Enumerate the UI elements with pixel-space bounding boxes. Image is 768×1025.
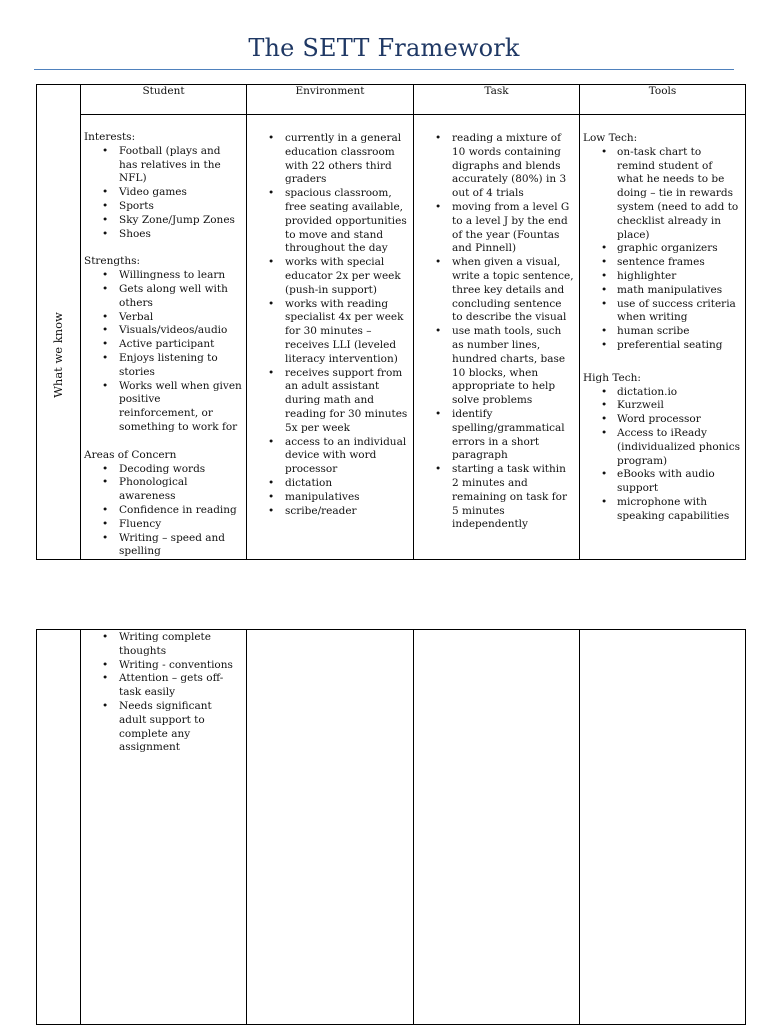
environment-cell	[247, 115, 414, 560]
document-title: The SETT Framework	[248, 34, 520, 62]
low-tech-label: Low Tech:	[583, 132, 638, 144]
side-cell-continued	[37, 630, 81, 1025]
sett-table-page-2	[36, 629, 746, 1025]
side-label: What we know	[51, 312, 66, 398]
tools-cell	[580, 115, 746, 560]
header-student: Student	[81, 85, 247, 115]
list-item: • Word processor	[617, 413, 741, 427]
list-item: • Writing complete thoughts	[119, 631, 242, 659]
low-tech-list	[583, 146, 741, 353]
list-item: • Needs significant adult support to complete any assignment	[119, 700, 242, 755]
list-item: • preferential seating	[617, 339, 741, 353]
list-item: • receives support from an adult assistant during math and reading for 30 minutes 5x per week	[285, 367, 409, 436]
task-list	[417, 132, 575, 532]
student-cell	[81, 115, 247, 560]
list-item: • eBooks with audio support	[617, 468, 741, 496]
list-item: • manipulatives	[285, 491, 409, 505]
list-item: • currently in a general education classroom with 22 others third graders	[285, 132, 409, 187]
concerns-list	[84, 463, 242, 560]
list-item: • moving from a level G to a level J by the end of the year (Fountas and Pinnell)	[452, 201, 575, 256]
list-item: • Writing - conventions	[119, 659, 242, 673]
header-environment: Environment	[247, 85, 414, 115]
environment-list	[250, 132, 409, 518]
list-item: • scribe/reader	[285, 505, 409, 519]
list-item: • Shoes	[119, 228, 242, 242]
list-item: • Attention – gets off-task easily	[119, 672, 242, 700]
list-item: • sentence frames	[617, 256, 741, 270]
content-row	[37, 115, 746, 560]
list-item: • Decoding words	[119, 463, 242, 477]
list-item: • Confidence in reading	[119, 504, 242, 518]
list-item: • Gets along well with others	[119, 283, 242, 311]
side-label-cell	[37, 85, 81, 560]
list-item: • Phonological awareness	[119, 476, 242, 504]
list-item: • human scribe	[617, 325, 741, 339]
list-item: • Visuals/videos/audio	[119, 324, 242, 338]
strengths-list	[84, 269, 242, 435]
list-item: • Sky Zone/Jump Zones	[119, 214, 242, 228]
list-item: • Willingness to learn	[119, 269, 242, 283]
list-item: • Works well when given positive reinforcement, or something to work for	[119, 380, 242, 435]
list-item: • Enjoys listening to stories	[119, 352, 242, 380]
strengths-label: Strengths:	[84, 255, 141, 268]
list-item: • on-task chart to remind student of what he needs to be doing – tie in rewards system (need to add to checklist already in place)	[617, 146, 741, 243]
concerns-label: Areas of Concern	[84, 448, 177, 461]
list-item: • Active participant	[119, 338, 242, 352]
list-item: • math manipulatives	[617, 284, 741, 298]
list-item: • Verbal	[119, 311, 242, 325]
student-cell-continued	[81, 630, 247, 1025]
list-item: • works with special educator 2x per week (push-in support)	[285, 256, 409, 297]
list-item: • Kurzweil	[617, 399, 741, 413]
concerns-list-continued	[84, 631, 242, 755]
continued-row	[37, 630, 746, 1025]
high-tech-label: High Tech:	[583, 371, 641, 384]
list-item: • access to an individual device with word processor	[285, 436, 409, 477]
sett-table-page-1	[36, 84, 746, 560]
tools-cell-continued	[580, 630, 746, 1025]
list-item: • use of success criteria when writing	[617, 298, 741, 326]
header-row	[37, 85, 746, 115]
list-item: • Fluency	[119, 518, 242, 532]
environment-cell-continued	[247, 630, 414, 1025]
interests-label: Interests:	[84, 131, 136, 143]
high-tech-list	[583, 386, 741, 524]
list-item: • works with reading specialist 4x per week for 30 minutes – receives LLI (leveled literacy intervention)	[285, 298, 409, 367]
task-cell-continued	[414, 630, 580, 1025]
list-item: • dictation.io	[617, 386, 741, 400]
task-cell	[414, 115, 580, 560]
list-item: • Sports	[119, 200, 242, 214]
header-tools: Tools	[580, 85, 746, 115]
list-item: • identify spelling/grammatical errors in a short paragraph	[452, 408, 575, 463]
header-task: Task	[414, 85, 580, 115]
list-item: • starting a task within 2 minutes and remaining on task for 5 minutes independently	[452, 463, 575, 532]
list-item: • highlighter	[617, 270, 741, 284]
interests-list	[84, 145, 242, 242]
list-item: • graphic organizers	[617, 242, 741, 256]
list-item: • when given a visual, write a topic sentence, three key details and concluding sentence to describe the visual	[452, 256, 575, 325]
list-item: • Access to iReady (individualized phonics program)	[617, 427, 741, 468]
list-item: • reading a mixture of 10 words containing digraphs and blends accurately (80%) in 3 out of 4 trials	[452, 132, 575, 201]
list-item: • microphone with speaking capabilities	[617, 496, 741, 524]
title-underline	[34, 69, 734, 70]
list-item: • spacious classroom, free seating available, provided opportunities to move and stand throughout the day	[285, 187, 409, 256]
list-item: • use math tools, such as number lines, hundred charts, base 10 blocks, when appropriate to help solve problems	[452, 325, 575, 408]
list-item: • Writing – speed and spelling	[119, 532, 242, 560]
list-item: • Football (plays and has relatives in the NFL)	[119, 145, 242, 186]
list-item: • dictation	[285, 477, 409, 491]
list-item: • Video games	[119, 186, 242, 200]
